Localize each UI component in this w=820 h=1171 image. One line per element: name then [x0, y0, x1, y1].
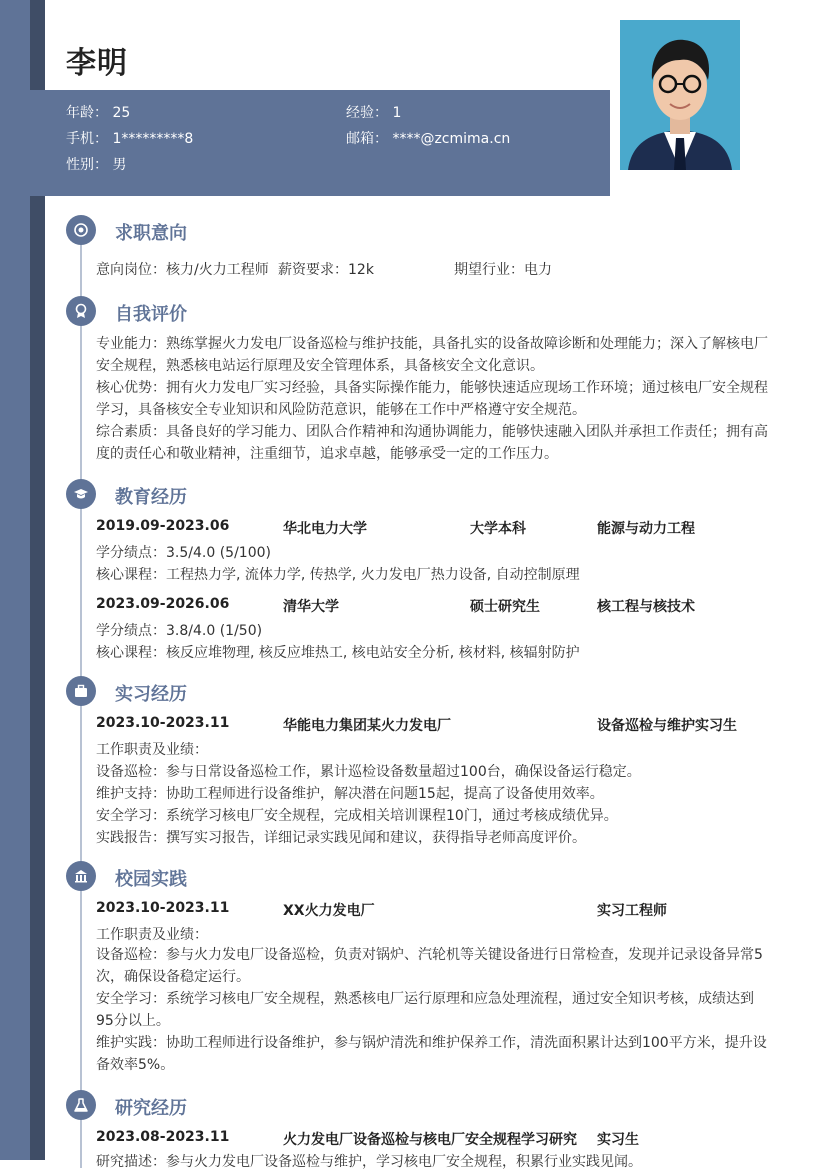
campus-role: 实习工程师 [597, 903, 667, 919]
campus-org: XX火力发电厂 [283, 903, 375, 919]
intent-industry: 期望行业：电力 [454, 262, 552, 278]
internship-line: 设备巡检：参与日常设备巡检工作，累计巡检设备数量超过100台，确保设备运行稳定。 [96, 764, 641, 780]
section-title-education: 教育经历 [115, 487, 187, 508]
profile-photo [620, 20, 740, 170]
edu-period: 2019.09-2023.06 [96, 518, 230, 534]
internship-period: 2023.10-2023.11 [96, 715, 230, 731]
campus-building-icon [66, 861, 96, 891]
section-title-research: 研究经历 [115, 1098, 187, 1119]
award-icon [66, 296, 96, 326]
phone-field: 手机： 1*********8 [66, 131, 194, 147]
internship-company: 华能电力集团某火力发电厂 [283, 718, 451, 734]
internship-line: 工作职责及业绩： [96, 742, 208, 758]
graduation-cap-icon [66, 479, 96, 509]
intent-salary: 薪资要求：12k [278, 262, 374, 278]
research-period: 2023.08-2023.11 [96, 1129, 230, 1145]
internship-line: 维护支持：协助工程师进行设备维护，解决潜在问题15起，提高了设备使用效率。 [96, 786, 604, 802]
edu-courses: 核心课程：工程热力学, 流体力学, 传热学, 火力发电厂热力设备, 自动控制原理 [96, 567, 580, 583]
section-title-campus: 校园实践 [115, 869, 187, 890]
edu-gpa: 学分绩点：3.8/4.0 (1/50) [96, 623, 263, 639]
research-desc: 研究描述：参与火力发电厂设备巡检与维护，学习核电厂安全规程，积累行业实践见闻。 [96, 1154, 642, 1170]
self-eval-paragraph: 综合素质：具备良好的学习能力、团队合作精神和沟通协调能力，能够快速融入团队并承担工作责任；拥有高度的责任心和敬业精神，注重细节，追求卓越，能够承受一定的工作压力。 [96, 424, 768, 462]
gender-field: 性别： 男 [66, 157, 127, 173]
candidate-name: 李明 [66, 46, 128, 81]
age-field: 年龄： 25 [66, 105, 131, 121]
edu-school: 华北电力大学 [283, 521, 367, 537]
research-role: 实习生 [597, 1132, 639, 1148]
edu-degree: 硕士研究生 [470, 599, 540, 615]
target-icon [66, 215, 96, 245]
internship-line: 实践报告：撰写实习报告，详细记录实践见闻和建议，获得指导老师高度评价。 [96, 830, 586, 846]
edu-courses: 核心课程：核反应堆物理, 核反应堆热工, 核电站安全分析, 核材料, 核辐射防护 [96, 645, 580, 661]
research-project: 火力发电厂设备巡检与核电厂安全规程学习研究 [283, 1132, 577, 1148]
experience-field: 经验： 1 [346, 105, 402, 121]
campus-paragraph: 设备巡检：参与火力发电厂设备巡检，负责对锅炉、汽轮机等关键设备进行日常检查，发现并记录设备异常5次，确保设备稳定运行。 [96, 947, 763, 985]
self-eval-paragraph: 专业能力：熟练掌握火力发电厂设备巡检与维护技能，具备扎实的设备故障诊断和处理能力；深入了解核电厂安全规程，熟悉核电站运行原理及安全管理体系，具备核安全文化意识。 [96, 336, 768, 374]
edu-major: 核工程与核技术 [597, 599, 695, 615]
intent-position: 意向岗位：核力/火力工程师 [96, 262, 269, 278]
edu-major: 能源与动力工程 [597, 521, 695, 537]
section-title-intent: 求职意向 [115, 223, 187, 244]
campus-period: 2023.10-2023.11 [96, 900, 230, 916]
email-field: 邮箱： ****@zcmima.cn [346, 131, 511, 147]
campus-paragraph: 维护实践：协助工程师进行设备维护，参与锅炉清洗和维护保养工作，清洗面积累计达到100平方米，提升设备效率5%。 [96, 1035, 767, 1073]
basic-info-panel [30, 90, 610, 196]
flask-icon [66, 1090, 96, 1120]
edu-period: 2023.09-2026.06 [96, 596, 230, 612]
self-eval-paragraph: 核心优势：拥有火力发电厂实习经验，具备实际操作能力，能够快速适应现场工作环境；通过核电厂安全规程学习，具备核安全专业知识和风险防范意识，能够在工作中严格遵守安全规范。 [96, 380, 768, 418]
campus-intro: 工作职责及业绩： [96, 927, 208, 943]
campus-paragraph: 安全学习：系统学习核电厂安全规程，熟悉核电厂运行原理和应急处理流程，通过安全知识考核，成绩达到95分以上。 [96, 991, 754, 1029]
section-title-self-eval: 自我评价 [115, 304, 187, 325]
internship-role: 设备巡检与维护实习生 [597, 718, 737, 734]
edu-degree: 大学本科 [470, 521, 526, 537]
section-title-internship: 实习经历 [115, 684, 187, 705]
briefcase-icon [66, 676, 96, 706]
side-bar [0, 0, 30, 1160]
internship-line: 安全学习：系统学习核电厂安全规程，完成相关培训课程10门，通过考核成绩优异。 [96, 808, 618, 824]
edu-school: 清华大学 [283, 599, 339, 615]
edu-gpa: 学分绩点：3.5/4.0 (5/100) [96, 545, 271, 561]
